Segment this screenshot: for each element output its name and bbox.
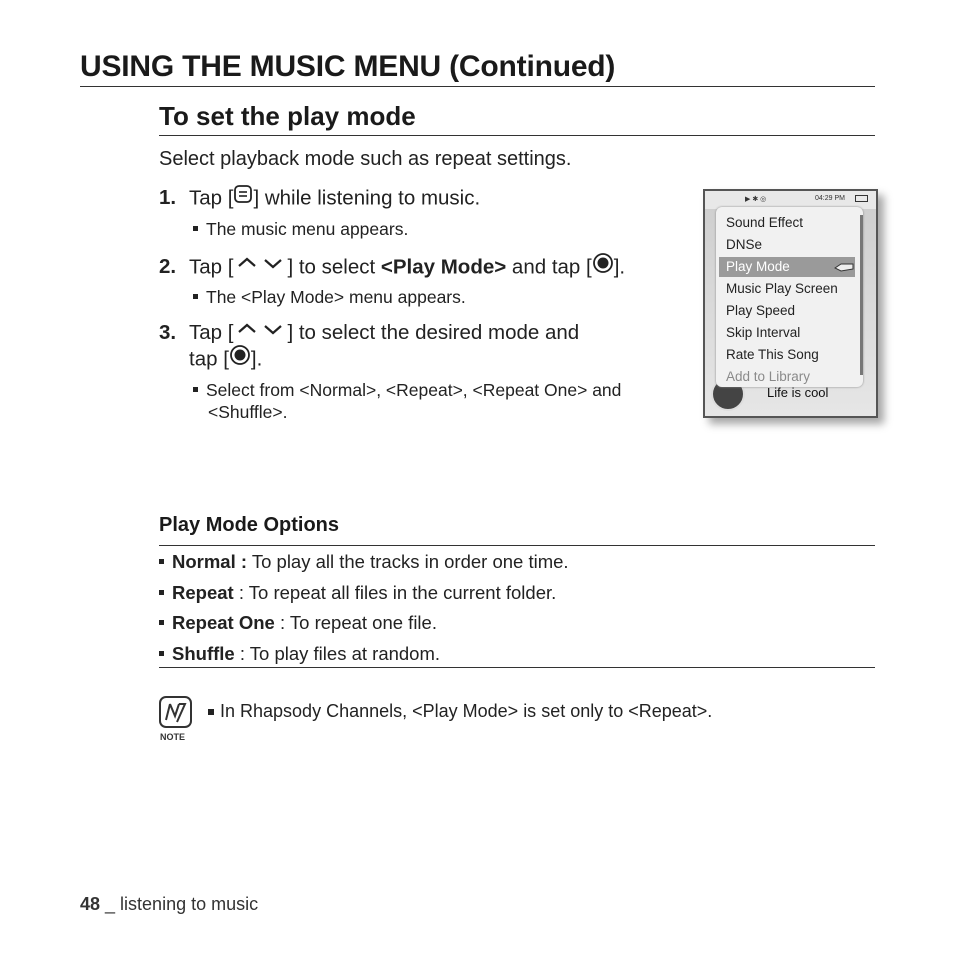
options-top-rule (159, 545, 875, 546)
section-title: To set the play mode (159, 101, 416, 131)
note-pencil-icon (159, 696, 192, 728)
step-text: Tap [ (189, 321, 234, 344)
menu-item-play-mode[interactable]: Play Mode (719, 257, 855, 277)
step-text: Tap [ (189, 255, 234, 279)
step-3 (159, 321, 579, 346)
step-text: ] to select the desired mode and (287, 321, 580, 344)
note-text: In Rhapsody Channels, <Play Mode> is set only to <Repeat>. (208, 701, 712, 722)
step-3-note: Select from <Normal>, <Repeat>, <Repeat One> and (193, 380, 621, 401)
menu-item-music-play-screen[interactable]: Music Play Screen (726, 281, 838, 296)
menu-item-sound-effect[interactable]: Sound Effect (726, 215, 804, 230)
select-button-icon (592, 252, 614, 280)
note-label: NOTE (160, 732, 186, 742)
title-rule (80, 86, 875, 87)
select-button-icon (229, 344, 251, 372)
step-1-note: The music menu appears. (193, 219, 408, 240)
step-text: ] to select (287, 255, 381, 279)
option-repeat: Repeat : To repeat all files in the current folder. (159, 582, 556, 604)
hand-pointer-icon (833, 259, 855, 274)
option-shuffle: Shuffle : To play files at random. (159, 643, 440, 665)
device-screenshot (703, 189, 878, 418)
footer-text: _ listening to music (100, 894, 259, 914)
page-number: 48 (80, 894, 101, 914)
battery-icon (855, 195, 868, 202)
step-3-note-cont: <Shuffle>. (208, 402, 288, 422)
page-title: USING THE MUSIC MENU (Continued) (80, 50, 616, 83)
menu-item-dnse[interactable]: DNSe (726, 237, 763, 252)
step-1 (159, 186, 480, 212)
options-title: Play Mode Options (159, 514, 340, 536)
option-normal: Normal : To play all the tracks in order one time. (159, 551, 569, 573)
menu-icon (233, 184, 253, 210)
up-down-arrow-icon (233, 254, 287, 278)
step-text: ] while listening to music. (253, 186, 481, 210)
step-2-note: The <Play Mode> menu appears. (193, 287, 466, 308)
menu-item-play-speed[interactable]: Play Speed (726, 303, 796, 318)
device-menu (716, 207, 863, 387)
step-number: 2. (159, 255, 177, 279)
option-repeat-one: Repeat One : To repeat one file. (159, 612, 437, 634)
song-title: Life is cool (767, 385, 829, 400)
intro-text: Select playback mode such as repeat settings. (159, 148, 572, 170)
step-2: 2. Tap [ ] to select <Play Mode> and tap [ ]. (159, 254, 625, 282)
step-number: 3. (159, 321, 177, 344)
device-time: 04:29 PM (815, 195, 845, 202)
step-number: 1. (159, 186, 177, 210)
menu-item-add-to-library[interactable]: Add to Library (726, 369, 811, 384)
menu-scrollbar[interactable] (860, 215, 863, 375)
step-text: Tap [ (189, 186, 234, 210)
menu-item-rate-this-song[interactable]: Rate This Song (726, 347, 819, 362)
step-3-line2: tap [ ]. (189, 346, 262, 374)
play-status-icon: ▶ ✱ ◎ (745, 196, 767, 203)
options-bottom-rule (159, 667, 875, 668)
menu-item-skip-interval[interactable]: Skip Interval (726, 325, 801, 340)
section-rule (159, 135, 875, 136)
page-footer (80, 894, 258, 915)
up-down-arrow-icon (233, 320, 287, 344)
